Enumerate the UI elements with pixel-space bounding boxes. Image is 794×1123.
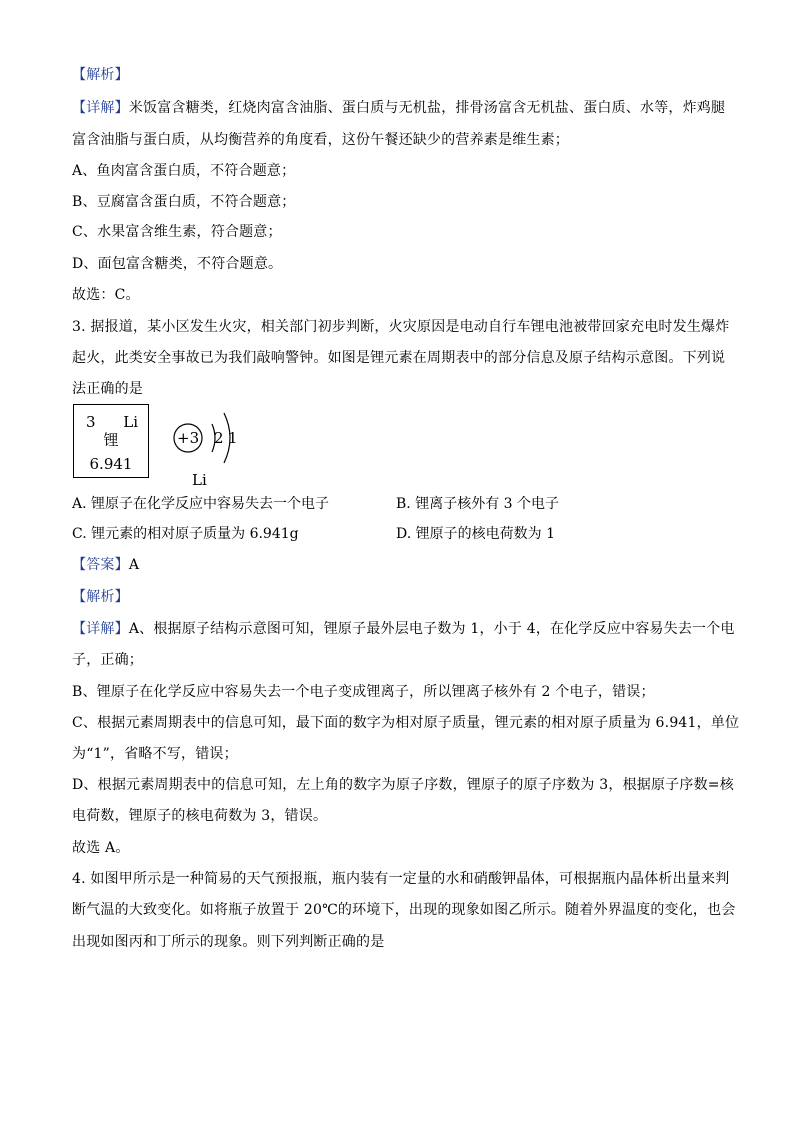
element-symbol: Li — [123, 413, 138, 431]
question-4-text — [72, 869, 730, 889]
lithium-element-card — [73, 404, 149, 478]
text-line — [72, 744, 724, 764]
atomic-mass: 6.941 — [89, 455, 133, 473]
line-text: 电荷数，锂原子的核电荷数为 3，错误。 — [72, 808, 328, 824]
section-tag: 【解析】 — [72, 589, 129, 605]
line-text: D、根据元素周期表中的信息可知，左上角的数字为原子序数，锂原子的原子序数为 3，根据原子序数=核 — [72, 777, 734, 793]
line-text: 故选：C。 — [72, 287, 140, 303]
section-tag: 【详解】 — [72, 100, 129, 116]
atomic-number: 3 — [86, 413, 96, 431]
text-line — [72, 932, 724, 952]
line-text: 法正确的是 — [72, 381, 143, 397]
text-line — [72, 682, 724, 702]
option-d: D. 锂原子的核电荷数为 1 — [396, 526, 555, 542]
line-text: A、鱼肉富含蛋白质，不符合题意； — [72, 163, 296, 179]
element-name: 锂 — [103, 431, 119, 449]
line-text: 为“1”，省略不写，错误； — [72, 746, 238, 762]
text-line — [72, 192, 724, 212]
text-line — [72, 130, 724, 150]
option-b: B. 锂离子核外有 3 个电子 — [396, 496, 559, 512]
line-text: 断气温的大致变化。如将瓶子放置于 20℃的环境下，出现的现象如图乙所示。随着外界温度的变化，也会 — [72, 902, 736, 918]
line-text: 子，正确； — [72, 652, 143, 668]
text-line — [72, 98, 724, 118]
text-line — [72, 900, 736, 920]
text-line — [72, 838, 724, 858]
text-line — [72, 348, 724, 368]
text-line — [72, 65, 724, 85]
shell-2-electrons: 1 — [228, 429, 238, 447]
text-line — [72, 222, 724, 242]
line-text: 富含油脂与蛋白质，从均衡营养的角度看，这份午餐还缺少的营养素是维生素； — [72, 132, 569, 148]
text-line — [72, 254, 724, 274]
line-text: B、锂原子在化学反应中容易失去一个电子变成锂离子，所以锂离子核外有 2 个电子，错误； — [72, 684, 655, 700]
line-text: 故选 A。 — [72, 840, 130, 856]
atom-shell-drawing — [160, 405, 260, 495]
line-text: 出现如图丙和丁所示的现象。则下列判断正确的是 — [72, 934, 385, 950]
line-text: C、水果富含维生素，符合题意； — [72, 224, 282, 240]
text-line — [72, 285, 724, 305]
answer-line — [72, 555, 724, 575]
line-text: B、豆腐富含蛋白质，不符合题意； — [72, 194, 296, 210]
option-a: A. 锂原子在化学反应中容易失去一个电子 — [72, 496, 330, 512]
section-tag: 【答案】 — [72, 557, 129, 573]
line-text: C、根据元素周期表中的信息可知，最下面的数字为相对原子质量，锂元素的相对原子质量为 6.941，单位 — [72, 715, 740, 731]
nucleus-charge: +3 — [177, 429, 200, 447]
line-text: 米饭富含糖类，红烧肉富含油脂、蛋白质与无机盐，排骨汤富含无机盐、蛋白质、水等，炸鸡腿 — [128, 100, 726, 116]
line-text: A、根据原子结构示意图可知，锂原子最外层电子数为 1，小于 4，在化学反应中容易失去一个电 — [128, 621, 735, 637]
section-tag: 【解析】 — [72, 67, 129, 83]
text-line — [72, 587, 724, 607]
lithium-atom-diagram — [160, 405, 260, 495]
line-text: 3. 据报道，某小区发生火灾，相关部门初步判断，火灾原因是电动自行车锂电池被带回家充电时发生爆炸 — [72, 319, 730, 335]
question-3-text — [72, 317, 730, 337]
section-tag: 【详解】 — [72, 621, 129, 637]
line-text: 起火，此类安全事故已为我们敲响警钟。如图是锂元素在周期表中的部分信息及原子结构示意图。下列说 — [72, 350, 726, 366]
text-line — [72, 775, 734, 795]
line-text: D、面包富含糖类，不符合题意。 — [72, 256, 283, 272]
option-c: C. 锂元素的相对原子质量为 6.941g — [72, 526, 299, 542]
text-line — [72, 806, 724, 826]
atom-label: Li — [192, 471, 207, 489]
text-line — [72, 379, 724, 399]
text-line — [72, 161, 724, 181]
line-text: A — [128, 557, 140, 573]
text-line — [72, 650, 724, 670]
line-text: 4. 如图甲所示是一种简易的天气预报瓶，瓶内装有一定量的水和硝酸钾晶体，可根据瓶内晶体析出量来判 — [72, 871, 730, 887]
text-line — [72, 619, 735, 639]
text-line — [72, 713, 740, 733]
shell-1-electrons: 2 — [214, 429, 224, 447]
